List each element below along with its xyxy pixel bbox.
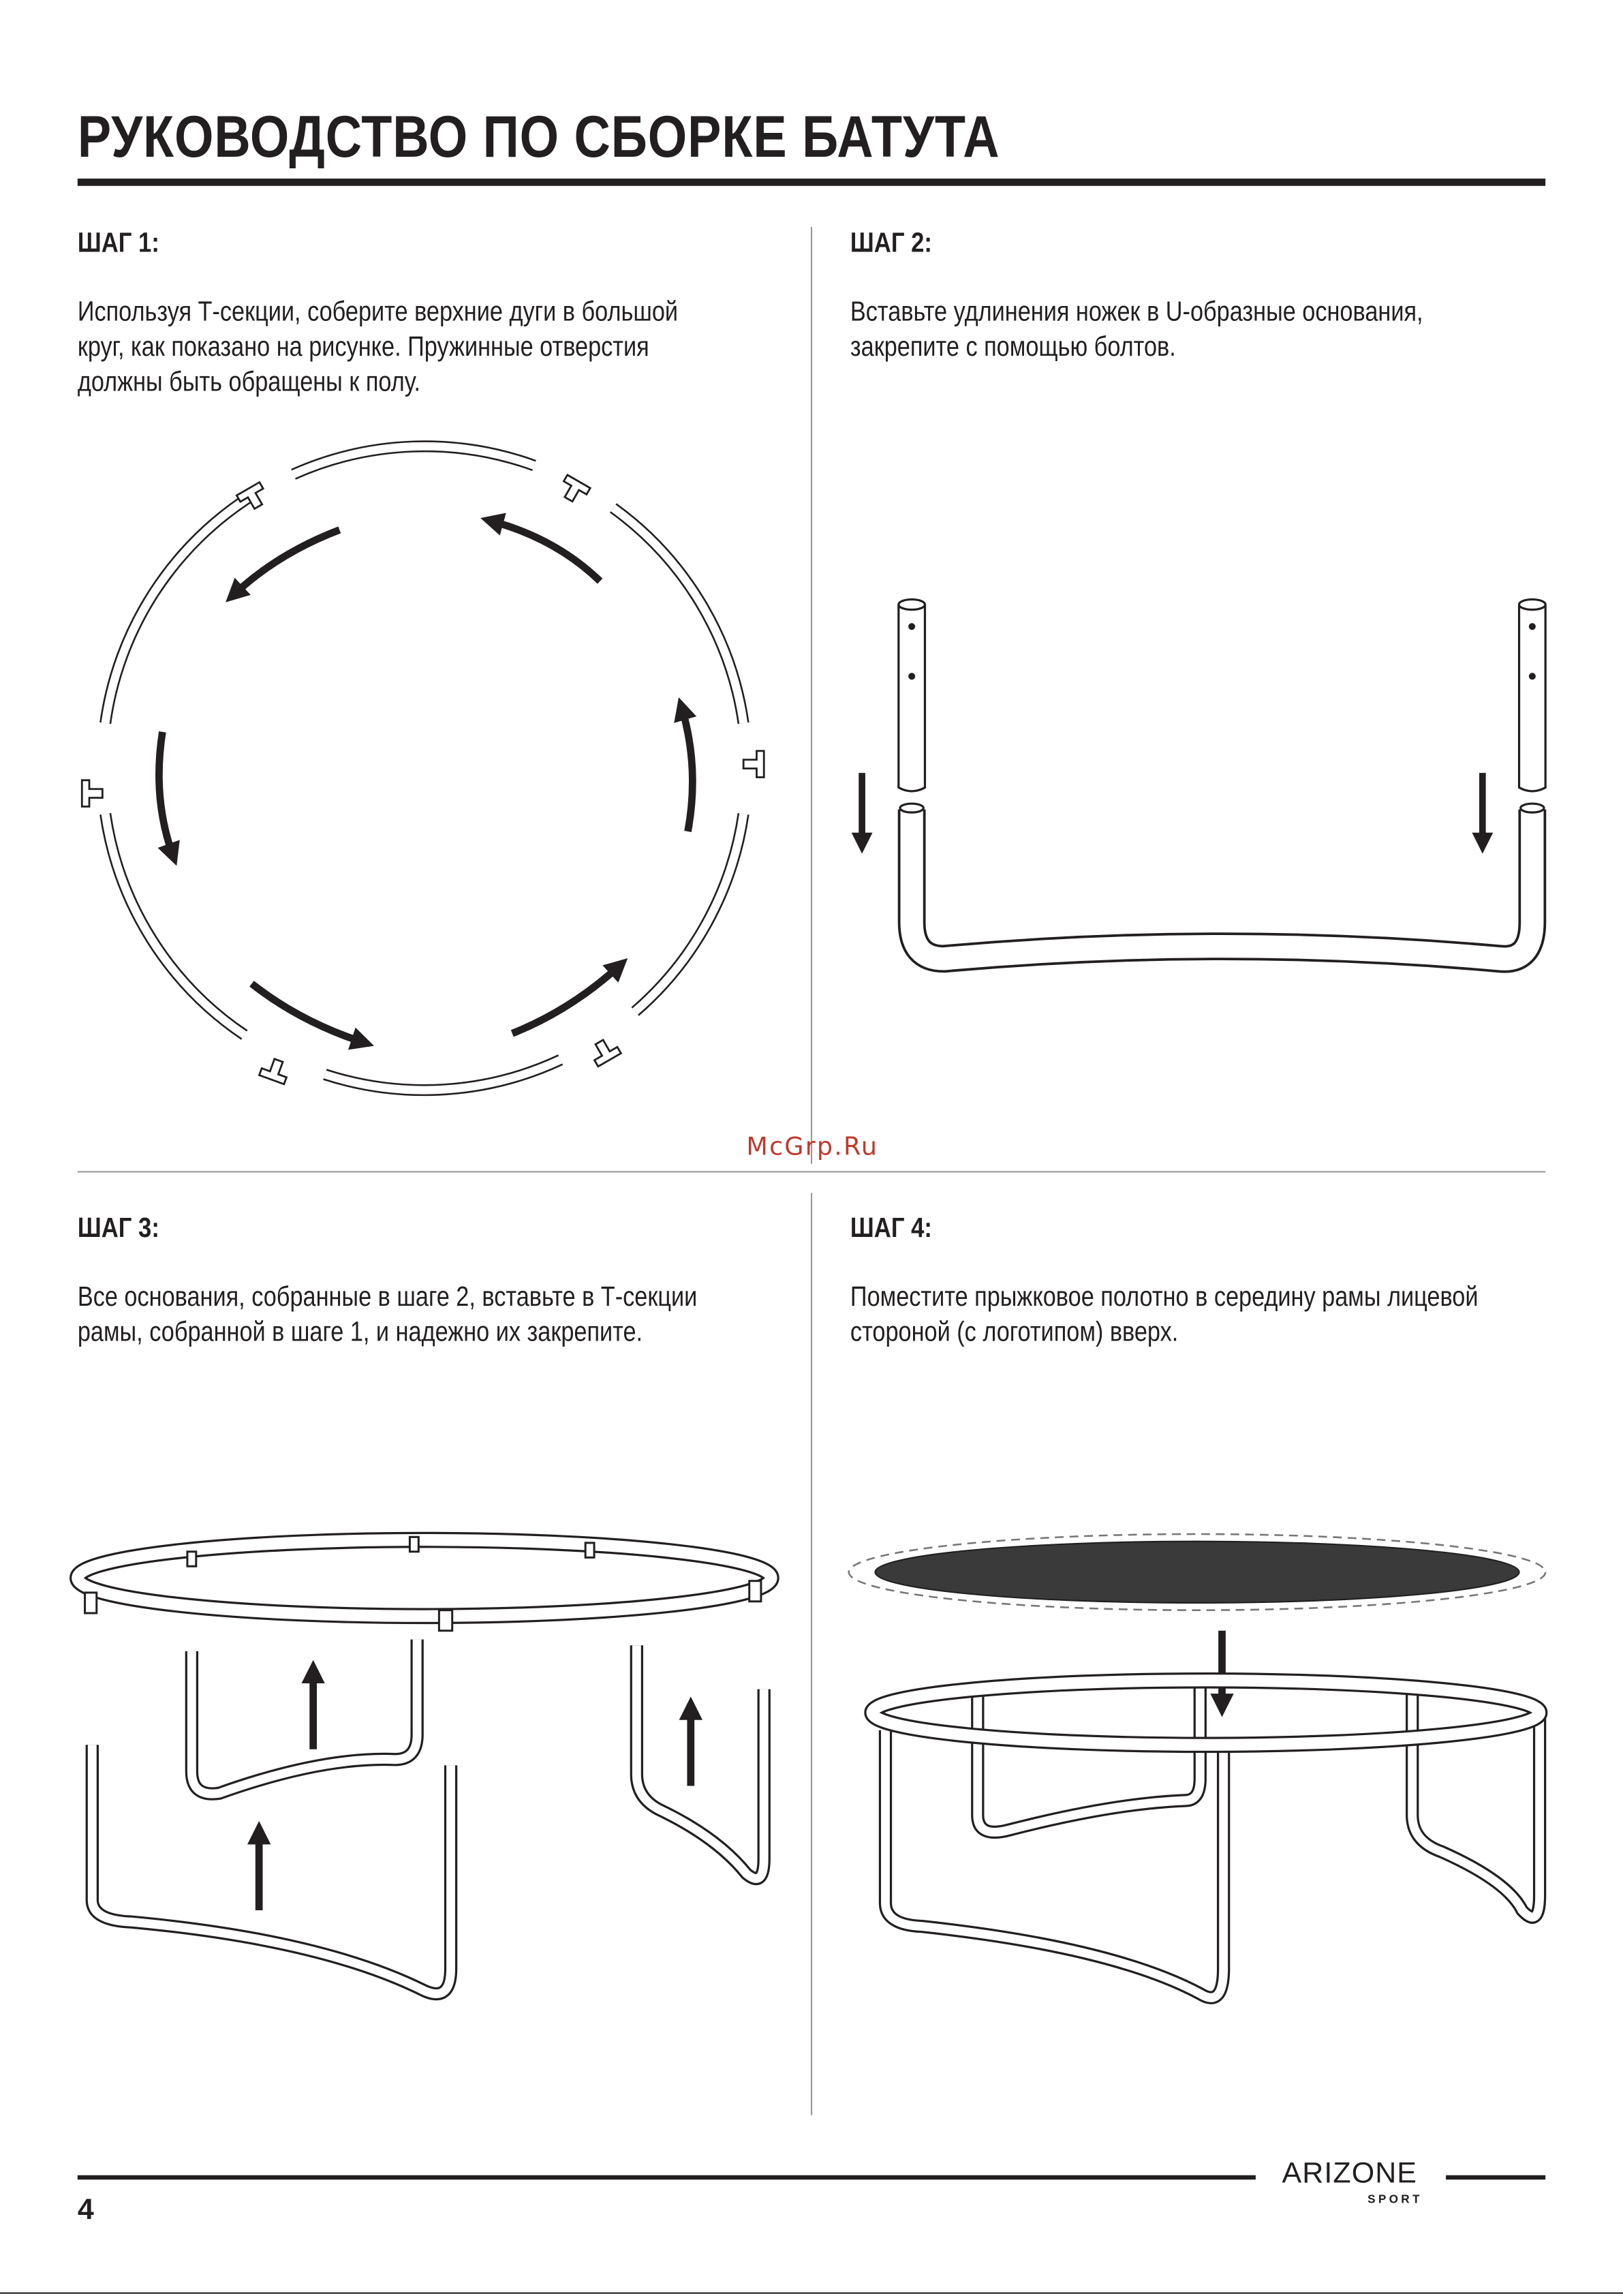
arrow-icon [512,966,619,1034]
t-connector-icon [588,1036,621,1067]
arrow-icon [682,709,692,831]
step-1-heading: ШАГ 1: [77,228,159,260]
step-4-jumping-mat [849,1534,1545,1610]
step-3-heading: ШАГ 3: [77,1213,159,1244]
footer-rule-left [78,2175,1256,2179]
page-title: РУКОВОДСТВО ПО СБОРКЕ БАТУТА [77,105,1000,170]
step-2-insert-arrows [862,773,1483,843]
t-connector-icon [557,475,591,506]
brand-logo [1282,2158,1429,2207]
text-line: рамы, собранной в шаге 1, и надежно их закрепите. [77,1317,643,1349]
step-4-trampoline-frame [872,1681,1539,1997]
text-line: круг, как показано на рисунке. Пружинные отверстия [77,332,649,363]
brand-sub: SPORT [1367,2192,1423,2206]
footer-rule-right [1446,2175,1545,2179]
text-line: Все основания, собранные в шаге 2, вставьте в Т-секции [77,1282,698,1313]
text-line: должны быть обращены к полу. [77,367,420,399]
page-bottom-edge [0,2293,1623,2294]
text-line: Вставьте удлинения ножек в U-образные основания, [850,297,1423,328]
step-3-u-bases [92,1640,764,1994]
t-connector-icon [743,751,764,778]
step-3-top-frame [78,1537,771,1630]
brand-name: ARIZONE [1282,2158,1418,2190]
text-line: Используя Т-секции, соберите верхние дуги в большой [77,297,679,328]
step-2-u-base [900,803,1544,959]
text-line: закрепите с помощью болтов. [850,332,1176,363]
arrow-icon [159,732,172,855]
t-connector-icon [82,780,102,807]
page-number: 4 [77,2194,94,2226]
step-1-direction-arrows [159,521,692,1043]
step-4-heading: ШАГ 4: [850,1213,932,1244]
arrow-icon [251,983,362,1042]
t-connector-icon [259,1056,291,1084]
step-1-frame-arcs [106,446,743,1090]
step-2-leg-extensions [899,600,1545,791]
text-line: Поместите прыжковое полотно в середину рамы лицевой [850,1282,1479,1313]
step-3-insert-arrows [259,1672,691,1910]
step-2-heading: ШАГ 2: [850,228,932,260]
arrow-icon [492,521,600,581]
watermark: McGrp.Ru [746,1133,879,1163]
text-line: стороной (с логотипом) вверх. [850,1317,1179,1349]
arrow-icon [234,530,340,595]
